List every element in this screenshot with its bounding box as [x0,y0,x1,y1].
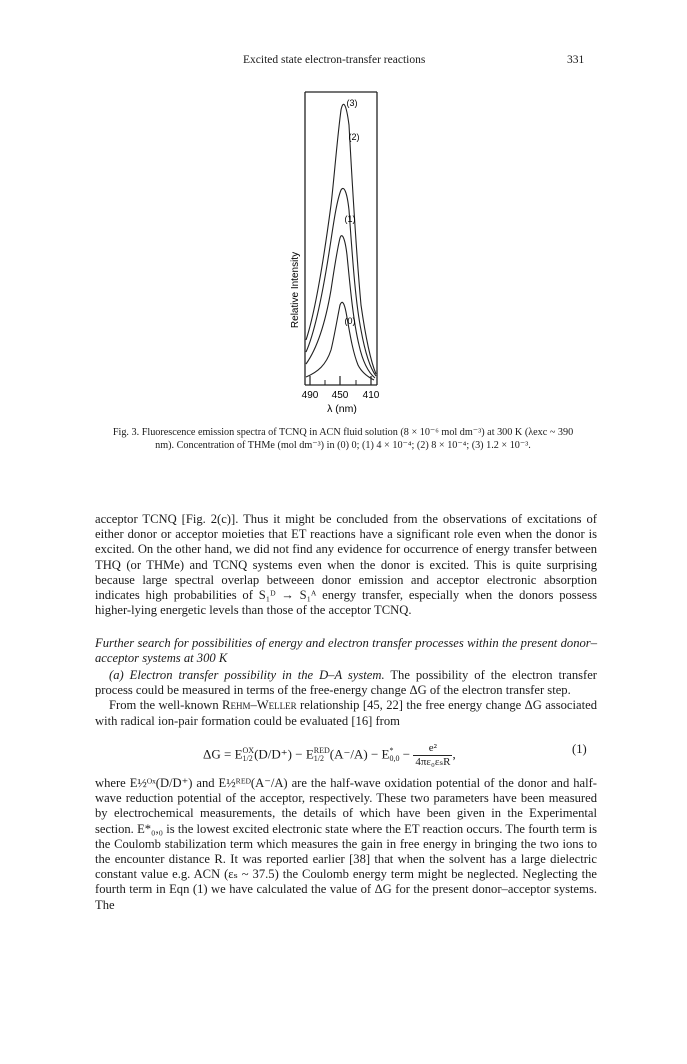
subsection-a-text: The possibility of the electron transfer process could be measured in terms of the free-energy change ΔG of the electron transfer step. [95,668,597,698]
spectrum-curve-0 [306,302,374,380]
x-axis-label: λ (nm) [327,403,357,415]
curve-label-3: (3) [346,98,358,108]
body-paragraph-4 [95,776,597,913]
running-header: Excited state electron-transfer reactions [243,54,426,66]
figure-caption: Fig. 3. Fluorescence emission spectra of TCNQ in ACN fluid solution (8 × 10⁻⁶ mol dm⁻³) at 300 K (λexc ~ 390 nm). Concentration of THMe (mol dm⁻³) in (0) 0; (1) 4 × 10⁻⁴; (2) 8 × 10⁻⁴; (3) 1.2 × 10⁻³. [112,427,574,451]
rehm-weller-paragraph [95,698,597,728]
y-axis-label: Relative Intensity [290,251,301,329]
x-tick-label: 450 [331,390,349,401]
equation-term: (A⁻/A) − E [329,746,390,762]
equation-number: (1) [572,742,587,756]
body-paragraph-2 [95,668,597,729]
equation-term: , [452,746,456,762]
page-number: 331 [567,54,585,66]
equation-scripts [314,747,330,763]
equation-term: (D/D⁺) − E [254,746,314,762]
x-tick-label: 410 [362,390,380,401]
equation-sub: 0,0 [389,753,400,763]
equation-scripts [243,747,255,763]
rehm-weller-names: Rehm–Weller [222,698,297,713]
fluorescence-spectra-figure [270,80,430,420]
curve-label-1: (1) [344,214,356,224]
spectrum-curve-3 [306,104,376,374]
equation-denominator: 4πε₀εₛR [415,756,451,768]
equation-body [203,742,456,769]
section-heading: Further search for possibilities of energy and electron transfer processes within the present donor–acceptor systems at 300 K [95,636,597,666]
curve-label-0: (0) [344,316,356,326]
equation-sup: RED [313,745,330,755]
x-tick-label: 490 [301,390,319,401]
paragraph-text: relationship [45, 22] the free energy change ΔG associated with radical ion-pair formation could be evaluated [16] from [95,698,597,728]
paragraph-text: acceptor TCNQ [Fig. 2(c)]. Thus it might be concluded from the observations of excitations of either donor or acceptor moieties that ET reactions have a significant role even when the donor is excited. On the other hand, we did not find any evidence for occurrence of energy transfer between THQ (or THMe) and TCNQ systems even when the donor is excited. This is quite surprising because large spectral overlap betweeen donor emission and acceptor electronic absorption indicates high probabilities of S₁ᴰ → S₁ᴬ energy transfer, especially when the donors possess higher-lying energetic levels than those of the acceptor TCNQ. [95,512,597,618]
curve-label-2: (2) [348,132,360,142]
spectrum-curve-2 [306,188,376,376]
equation-sup: * [389,745,394,755]
equation-fraction [413,742,452,769]
equation-term: − [399,746,414,762]
equation-sub: 1/2 [313,753,325,763]
subsection-a [95,668,597,698]
paragraph-text: where E½ᴼˣ(D/D⁺) and E½ᴿᴱᴰ(A⁻/A) are the half-wave oxidation potential of the donor and half-wave reduction potential of the acceptor, respectively. These two parameters have been measured by electrochemical measurements, the details of which have been given in the Experimental section. E*₀,₀ is the lowest excited electronic state where the ET reaction occurs. The fourth term is the Coulomb stabilization term which measures the gain in free energy in bringing the two ions to the encounter distance R. It was reported earlier [38] that when the solvent has a large dielectric constant value e.g. ACN (εₛ ~ 37.5) the Coulomb energy term might be neglected. Neglecting the fourth term in Eqn (1) we have calculated the value of ΔG for the present donor–acceptor systems. The [95,776,597,912]
paragraph-text: From the well-known [109,698,223,713]
equation-scripts [389,747,399,763]
spectrum-curve-1 [306,236,375,378]
equation-numerator: e² [413,742,452,756]
subsection-a-label: (a) Electron transfer possibility in the D–A system. [109,668,385,682]
body-paragraph-1 [95,512,597,618]
equation-term: ΔG = E [203,746,243,762]
equation-sup: OX [242,745,255,755]
equation-1 [95,729,597,769]
equation-sub: 1/2 [242,753,253,763]
